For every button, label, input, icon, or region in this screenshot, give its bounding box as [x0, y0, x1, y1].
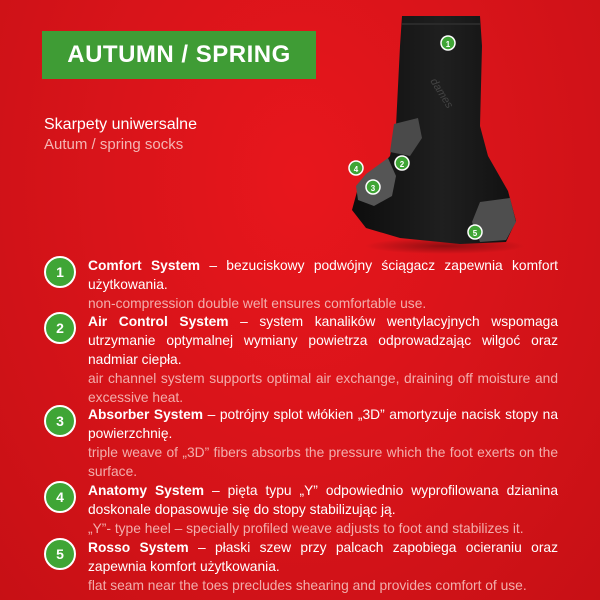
feature-text: [88, 481, 558, 538]
feature-text: [88, 538, 558, 595]
sock-marker-2: [395, 156, 409, 170]
feature-description-pl: – bezuciskowy podwójny ściągacz zapewnia komfort użytkowania.: [88, 258, 558, 292]
feature-text: [88, 256, 558, 313]
svg-text:1: 1: [445, 40, 451, 49]
svg-text:3: 3: [370, 184, 376, 193]
feature-name: Rosso System: [88, 540, 189, 555]
sock-marker-3: [366, 180, 380, 194]
feature-description-pl: – płaski szew przy palcach zapobiega ocieraniu oraz zapewnia komfort użytkowania.: [88, 540, 558, 574]
feature-name: Anatomy System: [88, 483, 205, 498]
feature-description-en: air channel system supports optimal air exchange, draining off moisture and excessive heat.: [88, 371, 558, 405]
svg-text:5: 5: [472, 229, 478, 238]
sock-marker-5: [468, 225, 482, 239]
feature-number-badge: 5: [44, 538, 76, 570]
feature-text: [88, 405, 558, 481]
subtitle-english: Autum / spring socks: [44, 136, 184, 153]
feature-name: Absorber System: [88, 407, 204, 422]
feature-text: [88, 312, 558, 407]
subtitle-polish: Skarpety uniwersalne: [44, 116, 197, 133]
feature-description-en: non-compression double welt ensures comfortable use.: [88, 296, 427, 311]
feature-description-en: flat seam near the toes precludes shearing and provides comfort of use.: [88, 578, 527, 593]
feature-description-pl: – potrójny splot włókien „3D” amortyzuje nacisk stopy na powierzchnię.: [88, 407, 558, 441]
feature-name: Air Control System: [88, 314, 229, 329]
feature-number-badge: 3: [44, 405, 76, 437]
svg-text:2: 2: [399, 160, 405, 169]
season-badge: AUTUMN / SPRING: [42, 31, 316, 79]
sock-brand-text: dames: [427, 76, 456, 111]
feature-description-pl: – pięta typu „Y” odpowiednio wyprofilowana dzianina doskonale dopasowuje się do stopy stabilizując ją.: [88, 483, 558, 517]
feature-description-pl: – system kanalików wentylacyjnych wspomaga utrzymanie optymalnej wymiany powietrza odprowadzając wilgoć oraz nadmiar ciepła.: [88, 314, 559, 367]
sock-marker-1: [441, 36, 455, 50]
sock-image: [330, 6, 530, 256]
sock-marker-4: [349, 161, 363, 175]
feature-name: Comfort System: [88, 258, 201, 273]
svg-text:4: 4: [353, 165, 359, 174]
feature-number-badge: 2: [44, 312, 76, 344]
feature-number-badge: 1: [44, 256, 76, 288]
feature-description-en: „Y”- type heel – specially profiled weave adjusts to foot and stabilizes it.: [88, 521, 524, 536]
feature-description-en: triple weave of „3D” fibers absorbs the pressure which the foot exerts on the surface.: [88, 445, 558, 479]
feature-number-badge: 4: [44, 481, 76, 513]
